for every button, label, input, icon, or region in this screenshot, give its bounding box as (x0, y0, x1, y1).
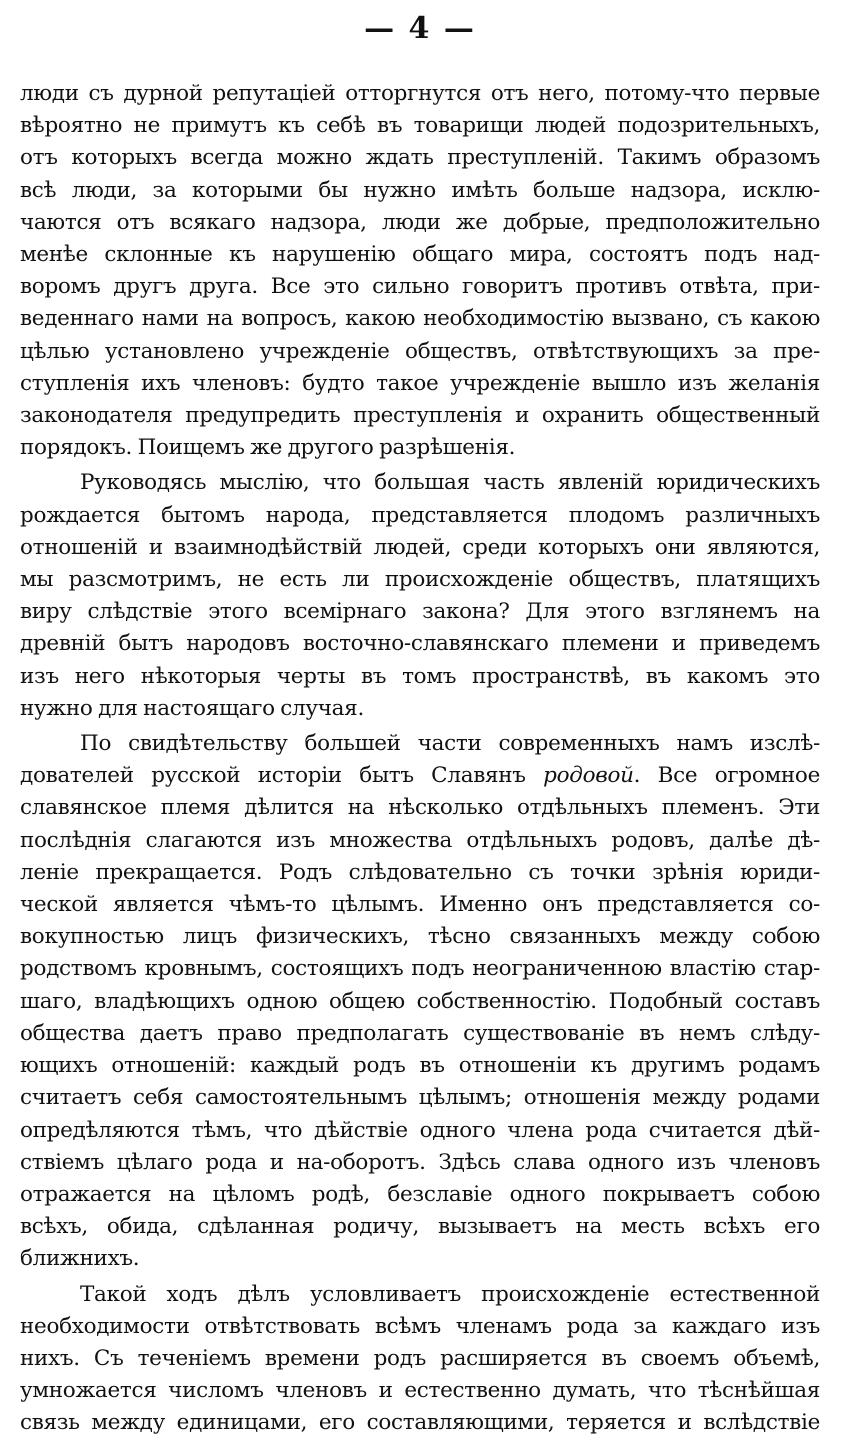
line-text: Такой ходъ дѣлъ условливаетъ происхожденіе естественной (80, 1281, 820, 1307)
text-line (20, 532, 820, 564)
text-line (20, 986, 820, 1018)
paragraph-1 (20, 78, 820, 464)
text-line (20, 889, 820, 921)
line-text: нужно для настоящаго случая. (20, 695, 364, 721)
text-line (20, 1050, 820, 1082)
text-line (20, 467, 820, 499)
line-text: древній бытъ народовъ восточно-славянскаго племени и приведемъ (20, 631, 820, 657)
line-text: шаго, владѣющихъ одною общею собственностію. Подобный составъ (20, 988, 820, 1014)
paragraph-4 (20, 1279, 820, 1440)
text-line (20, 1179, 820, 1211)
text-line (20, 661, 820, 693)
text-line (20, 336, 820, 368)
line-text: опредѣляются тѣмъ, что дѣйствіе одного члена рода считается дѣй- (20, 1117, 820, 1143)
line-text: послѣднія слагаются изъ множества отдѣльныхъ родовъ, далѣе дѣ- (20, 827, 820, 853)
line-text: необходимости отвѣтствовать всѣмъ членамъ рода за каждаго изъ (20, 1313, 820, 1339)
body-text (20, 78, 820, 1440)
line-text: люди съ дурной репутаціей отторгнутся отъ него, потому-что первые (20, 81, 820, 106)
text-line (20, 175, 820, 207)
paragraph-2 (20, 467, 820, 725)
page-number: — 4 — (364, 11, 476, 46)
line-text: ступленія ихъ членовъ: будто такое учрежденіе вышло изъ желанія (20, 370, 820, 396)
text-line (20, 1375, 820, 1407)
line-text: виру слѣдствіе этого всемірнаго закона? Для этого взглянемъ на (20, 599, 820, 625)
text-line (20, 207, 820, 239)
text-line (20, 760, 820, 792)
line-text: славянское племя дѣлится на нѣсколько отдѣльныхъ племенъ. Эти (20, 795, 820, 821)
text-line (20, 1018, 820, 1050)
line-text: родствомъ кровнымъ, состоящихъ подъ неограниченною властію стар- (20, 956, 820, 982)
line-text: ющихъ отношеній: каждый родъ въ отношеніи къ другимъ родамъ (20, 1053, 820, 1079)
line-text: дователей русской исторіи бытъ Славянъ (20, 763, 544, 789)
line-text: общества даетъ право предполагать существованіе въ немъ слѣду- (20, 1020, 820, 1046)
text-line (20, 693, 820, 725)
line-text: нихъ. Съ теченіемъ времени родъ расширяется въ своемъ объемѣ, (20, 1345, 820, 1371)
text-line (20, 953, 820, 985)
text-line (20, 1082, 820, 1114)
paragraph-3 (20, 728, 820, 1275)
line-text: чаются отъ всякаго надзора, люди же добрые, предположительно (20, 209, 820, 235)
line-text: леніе прекращается. Родъ слѣдовательно съ точки зрѣнія юриди- (20, 859, 820, 885)
line-text: умножается числомъ членовъ и естественно думать, что тѣснѣйшая (20, 1378, 820, 1404)
line-text: мы разсмотримъ, не есть ли происхожденіе обществъ, платящихъ (20, 567, 820, 593)
line-text: веденнаго нами на вопросъ, какою необходимостію вызвано, съ какою (20, 306, 820, 332)
line-text: ближнихъ. (20, 1246, 140, 1272)
text-line (20, 1279, 820, 1311)
text-line (20, 78, 820, 110)
text-line (20, 303, 820, 335)
text-line (20, 1115, 820, 1147)
text-line (20, 596, 820, 628)
line-text: воромъ другъ друга. Все это сильно говоритъ противъ отвѣта, при- (20, 274, 820, 300)
line-text: вокупностью лицъ физическихъ, тѣсно связанныхъ между собою (20, 924, 820, 950)
line-text: законодателя предупредить преступленія и охранить общественный (20, 403, 820, 429)
line-text: вѣроятно не примутъ къ себѣ въ товарищи людей подозрительныхъ, (20, 113, 820, 139)
line-text: отношеній и взаимнодѣйствій людей, среди которыхъ они являются, (20, 534, 820, 560)
text-line (20, 921, 820, 953)
text-line (20, 1211, 820, 1243)
line-text: всѣ люди, за которыми бы нужно имѣть больше надзора, исклю- (20, 177, 820, 203)
line-text: всѣхъ, обида, сдѣланная родичу, вызываетъ на месть всѣхъ его (20, 1214, 820, 1240)
text-line (20, 500, 820, 532)
text-line (20, 110, 820, 142)
line-text: порядокъ. Поищемъ же другого разрѣшенія. (20, 435, 516, 461)
text-line (20, 1311, 820, 1343)
line-text: менѣе склонные къ нарушенію общаго мира, состоятъ подъ над- (20, 242, 820, 268)
line-text: . Все огромное (633, 763, 820, 789)
line-text: считаетъ себя самостоятельнымъ цѣлымъ; отношенія между родами (20, 1085, 820, 1111)
text-line (20, 1243, 820, 1275)
text-line (20, 628, 820, 660)
line-text: рождается бытомъ народа, представляется плодомъ различныхъ (20, 502, 820, 528)
text-line (20, 792, 820, 824)
text-line (20, 825, 820, 857)
line-text: цѣлью установлено учрежденіе обществъ, отвѣтствующихъ за пре- (20, 338, 820, 364)
line-text: отъ которыхъ всегда можно ждать преступленій. Такимъ образомъ (20, 145, 820, 171)
text-line (20, 1147, 820, 1179)
text-line (20, 432, 820, 464)
text-line (20, 1407, 820, 1439)
line-text: изъ него нѣкоторыя черты въ томъ пространствѣ, въ какомъ это (20, 663, 820, 689)
line-text: связь между единицами, его составляющими, теряется и вслѣдствіе (20, 1410, 820, 1436)
text-line (20, 728, 820, 760)
text-line (20, 142, 820, 174)
italic-term: родовой (543, 763, 634, 789)
line-text: ствіемъ цѣлаго рода и на-оборотъ. Здѣсь слава одного изъ членовъ (20, 1149, 820, 1175)
line-text: ческой является чѣмъ-то цѣлымъ. Именно онъ представляется со- (20, 892, 820, 918)
text-line (20, 857, 820, 889)
line-text: По свидѣтельству большей части современныхъ намъ изслѣ- (80, 731, 820, 757)
text-line (20, 239, 820, 271)
text-line (20, 564, 820, 596)
line-text: Руководясь мыслію, что большая часть явленій юридическихъ (80, 470, 820, 496)
text-line (20, 368, 820, 400)
line-text: отражается на цѣломъ родѣ, безславіе одного покрываетъ собою (20, 1181, 820, 1207)
text-line (20, 400, 820, 432)
text-line (20, 271, 820, 303)
text-line (20, 1343, 820, 1375)
